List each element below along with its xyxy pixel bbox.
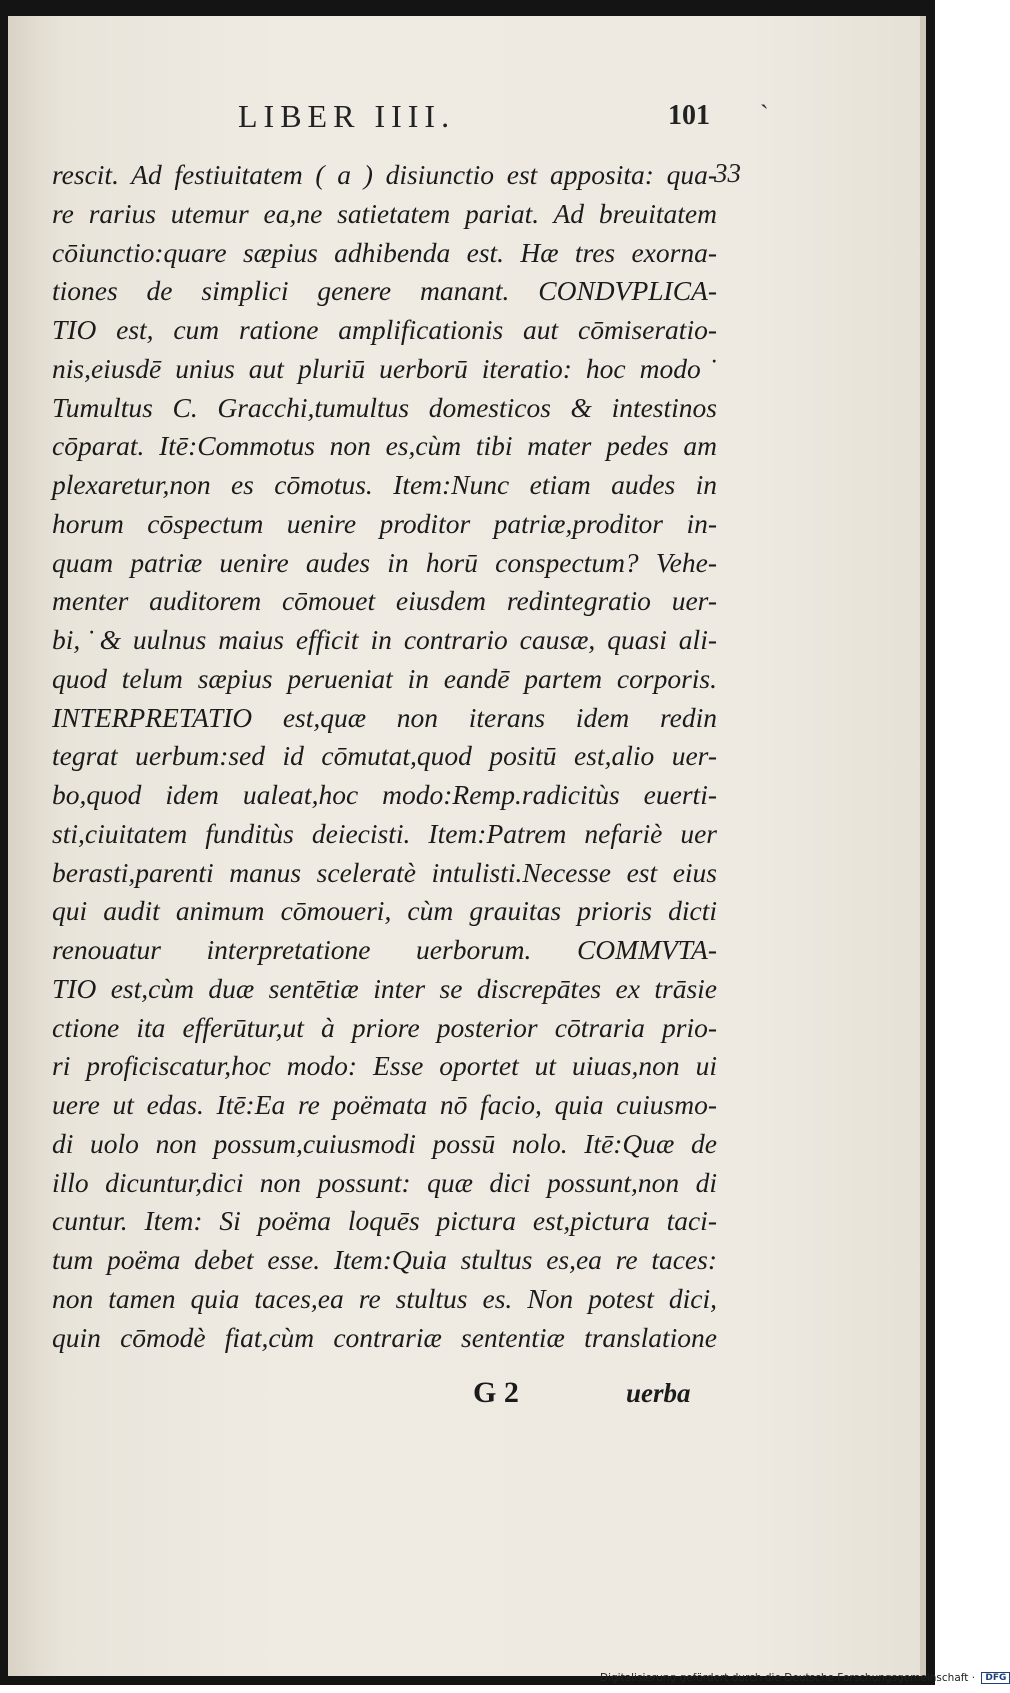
text-line: sti,ciuitatem funditùs deiecisti. Item:Patrem nefariè uer bbox=[52, 817, 717, 849]
text-line: cōparat. Itē:Commotus non es,cùm tibi mater pedes am bbox=[52, 430, 717, 462]
text-line: bo,quod idem ualeat,hoc modo:Remp.radicitùs euerti- bbox=[52, 779, 717, 810]
text-line: rescit. Ad festiuitatem ( a ) disiunctio est apposita: qua- bbox=[52, 159, 717, 190]
text-line: horum cōspectum uenire proditor patriæ,proditor in- bbox=[52, 507, 717, 539]
margin-mark: ` bbox=[760, 100, 769, 129]
text-line: INTERPRETATIO est,quæ non iterans idem redin bbox=[52, 701, 717, 733]
page-number: 101 bbox=[668, 100, 710, 131]
text-line: ri proficiscatur,hoc modo: Esse oportet ut uiuas,non ui bbox=[52, 1050, 717, 1082]
text-line: TIO est, cum ratione amplificationis aut cōmiseratio- bbox=[52, 314, 717, 345]
body-text bbox=[52, 156, 717, 1357]
text-line: renouatur interpretatione uerborum. COMMVTA- bbox=[52, 934, 717, 965]
text-line: plexaretur,non es cōmotus. Item:Nunc etiam audes in bbox=[52, 469, 717, 500]
text-line: di uolo non possum,cuiusmodi possū nolo. Itē:Quæ de bbox=[52, 1127, 717, 1159]
text-line: berasti,parenti manus sceleratè intulisti.Necesse est eius bbox=[52, 856, 717, 888]
text-line: nis,eiusdē unius aut pluriū uerborū iteratio: hoc modo˙ bbox=[52, 352, 717, 384]
text-line: quod telum sæpius perueniat in eandē partem corporis. bbox=[52, 662, 717, 694]
text-line: uere ut edas. Itē:Ea re poëmata nō facio, quia cuiusmo- bbox=[52, 1089, 717, 1120]
text-line: tiones de simplici genere manant. CONDVPLICA- bbox=[52, 275, 717, 307]
text-line: Tumultus C. Gracchi,tumultus domesticos & intestinos bbox=[52, 391, 717, 423]
signature-mark: G 2 bbox=[473, 1376, 519, 1409]
text-line: menter auditorem cōmouet eiusdem redintegratio uer- bbox=[52, 585, 717, 617]
running-head: LIBER IIII. bbox=[238, 98, 456, 134]
text-line: quam patriæ uenire audes in horū conspectum? Vehe- bbox=[52, 546, 717, 578]
text-line: non tamen quia taces,ea re stultus es. Non potest dici, bbox=[52, 1282, 717, 1314]
text-line: qui audit animum cōmoueri, cùm grauitas prioris dicti bbox=[52, 895, 717, 927]
text-line: re rarius utemur ea,ne satietatem pariat. Ad breuitatem bbox=[52, 197, 717, 229]
text-line: quin cōmodè fiat,cùm contrariæ sententiæ translatione bbox=[52, 1321, 717, 1353]
text-line: TIO est,cùm duæ sentētiæ inter se discrepātes ex trāsie bbox=[52, 972, 717, 1004]
text-line: cōiunctio:quare sæpius adhibenda est. Hæ tres exorna- bbox=[52, 236, 717, 268]
marginal-line-number: 33 bbox=[714, 158, 741, 188]
text-line: tegrat uerbum:sed id cōmutat,quod positū est,alio uer- bbox=[52, 740, 717, 772]
text-line: cuntur. Item: Si poëma loquēs pictura est,pictura taci- bbox=[52, 1205, 717, 1237]
text-line: bi,˙& uulnus maius efficit in contrario causæ, quasi ali- bbox=[52, 624, 717, 655]
funding-text: Digitalisierung gefördert durch die Deutsche Forschungsgemeinschaft · bbox=[600, 1672, 976, 1684]
text-line: ctione ita efferūtur,ut à priore posterior cōtraria prio- bbox=[52, 1011, 717, 1043]
catchword: uerba bbox=[626, 1378, 691, 1408]
page-edge bbox=[920, 16, 926, 1676]
dfg-logo: DFG bbox=[981, 1672, 1010, 1684]
funding-note bbox=[600, 1672, 1010, 1684]
book-page bbox=[8, 16, 926, 1676]
text-line: illo dicuntur,dici non possunt: quæ dici possunt,non di bbox=[52, 1166, 717, 1198]
text-line: tum poëma debet esse. Item:Quia stultus es,ea re taces: bbox=[52, 1244, 717, 1275]
